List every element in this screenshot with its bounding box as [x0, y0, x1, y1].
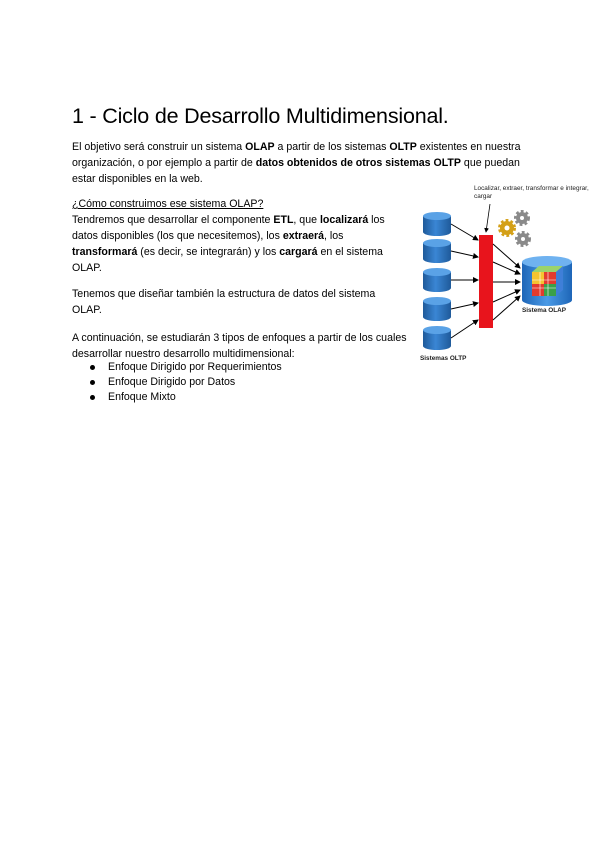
oltp-database-icon [423, 212, 451, 236]
intro-bold-olap: OLAP [245, 141, 275, 153]
etl-bold-extraera: extraerá [282, 230, 325, 242]
etl-text-1: Tendremos que desarrollar el componente [72, 214, 274, 226]
etl-bold-transformara: transformará [72, 246, 138, 258]
intro-text-2: a partir de los sistemas [274, 141, 390, 153]
etl-text-6: en el sistema OLAP. [72, 246, 383, 274]
gear-icon [516, 212, 528, 224]
etl-diagram-graphic [418, 182, 592, 372]
etl-caption: Localizar, extraer, transformar e integrar, cargar [474, 185, 589, 200]
list-item: Enfoque Mixto [90, 390, 282, 405]
olap-label: Sistema OLAP [522, 307, 567, 314]
oltp-database-icon [423, 297, 451, 321]
oltp-label: Sistemas OLTP [420, 355, 467, 362]
question-heading: ¿Cómo construimos ese sistema OLAP? [72, 198, 264, 210]
etl-text-2: , que [293, 214, 320, 226]
oltp-database-icon [423, 326, 451, 350]
etl-bold-etl: ETL [273, 214, 294, 226]
oltp-database-icon [423, 239, 451, 263]
caption-pointer [486, 204, 490, 232]
etl-bold-cargara: cargará [279, 246, 318, 258]
list-item: Enfoque Dirigido por Requerimientos [90, 360, 282, 375]
etl-text-4: , los [324, 230, 344, 242]
etl-bold-localizara: localizará [319, 214, 369, 226]
load-arrows [493, 244, 520, 320]
gear-icon [500, 221, 514, 235]
etl-diagram [418, 182, 592, 372]
gear-icon [517, 233, 529, 245]
approaches-intro: A continuación, se estudiarán 3 tipos de enfoques a partir de los cuales desarrollar nuestro desarrollo multidimensional: [72, 332, 407, 360]
schema-paragraph: Tenemos que diseñar también la estructura de datos del sistema OLAP. [72, 288, 376, 316]
intro-paragraph [72, 139, 542, 187]
intro-text-3: existentes en nuestra organización, o por ejemplo a partir de [72, 141, 521, 169]
intro-bold-data: datos obtenidos de otros sistemas OLTP [255, 157, 461, 169]
flow-arrows [451, 224, 478, 338]
etl-bar [479, 235, 493, 328]
etl-text-3: los datos disponibles (los que necesitemos), los [72, 214, 385, 242]
oltp-database-icon [423, 268, 451, 292]
page-title: 1 - Ciclo de Desarrollo Multidimensional. [72, 104, 449, 128]
etl-section [72, 196, 407, 276]
etl-text-5: (es decir, se integrarán) y los [137, 246, 280, 258]
intro-text-4: que puedan estar disponibles en la web. [72, 157, 520, 185]
intro-bold-oltp: OLTP [389, 141, 417, 153]
cube-icon [532, 266, 563, 296]
intro-text-1: El objetivo será construir un sistema [72, 141, 246, 153]
approaches-list [90, 360, 282, 405]
list-item: Enfoque Dirigido por Datos [90, 375, 282, 390]
